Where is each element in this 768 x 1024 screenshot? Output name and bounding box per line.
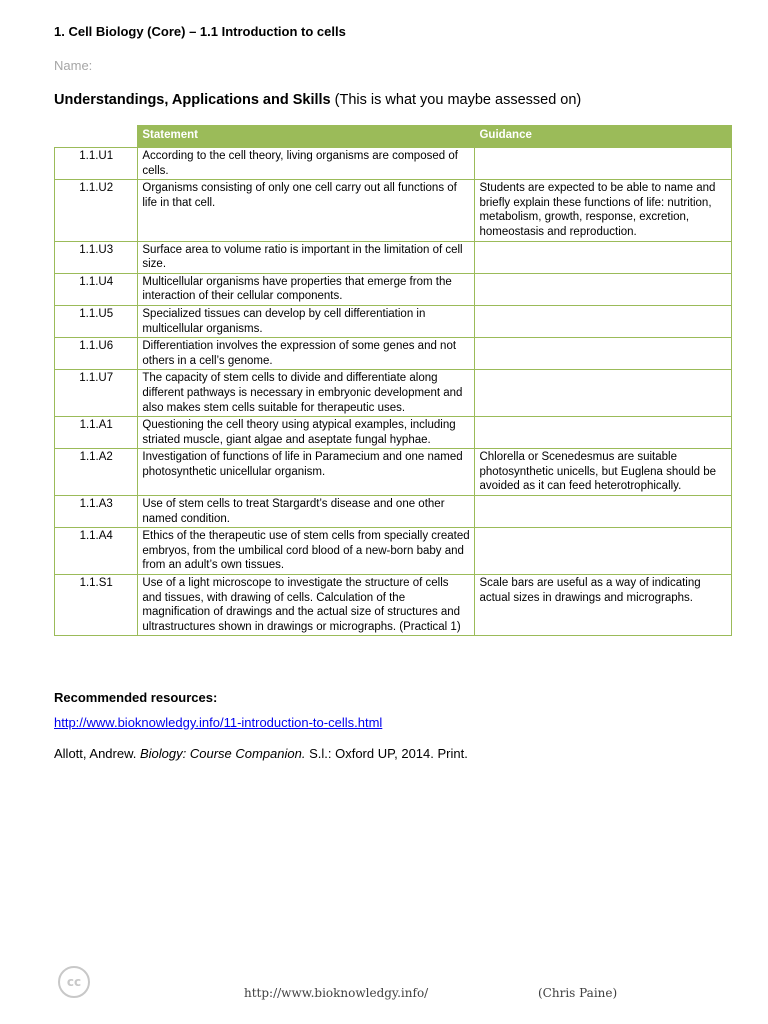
cell-statement: Use of a light microscope to investigate the structure of cells and tissues, with drawing of cells. Calculation of the magnification of drawings and the actual size of structures and ultrastructures shown in drawings or micrographs. (Practical 1) — [138, 575, 475, 636]
cell-guidance: Scale bars are useful as a way of indicating actual sizes in drawings and micrographs. — [475, 575, 732, 636]
cell-guidance — [475, 338, 732, 370]
table-row — [55, 148, 732, 180]
table-header-row — [55, 126, 732, 148]
cell-statement: According to the cell theory, living organisms are composed of cells. — [138, 148, 475, 180]
citation — [54, 746, 468, 761]
cell-statement: Organisms consisting of only one cell carry out all functions of life in that cell. — [138, 180, 475, 241]
table-row — [55, 241, 732, 273]
cell-code: 1.1.A4 — [55, 528, 138, 575]
table-row — [55, 273, 732, 305]
cell-guidance — [475, 370, 732, 417]
header-statement: Statement — [138, 126, 475, 148]
cell-code: 1.1.U6 — [55, 338, 138, 370]
cell-guidance — [475, 148, 732, 180]
cell-guidance — [475, 273, 732, 305]
table-row — [55, 180, 732, 241]
cell-code: 1.1.A2 — [55, 449, 138, 496]
cell-code: 1.1.U2 — [55, 180, 138, 241]
cell-statement: The capacity of stem cells to divide and differentiate along different pathways is necessary in embryonic development and also makes stem cells suitable for therapeutic uses. — [138, 370, 475, 417]
cell-code: 1.1.U4 — [55, 273, 138, 305]
creative-commons-icon: cc — [58, 966, 90, 998]
cell-code: 1.1.U1 — [55, 148, 138, 180]
cell-guidance — [475, 417, 732, 449]
table-row — [55, 370, 732, 417]
header-guidance: Guidance — [475, 126, 732, 148]
resource-link[interactable]: http://www.bioknowledgy.info/11-introduction-to-cells.html — [54, 715, 383, 730]
cell-statement: Ethics of the therapeutic use of stem cells from specially created embryos, from the umbilical cord blood of a new-born baby and from an adult’s own tissues. — [138, 528, 475, 575]
table-row — [55, 449, 732, 496]
cell-guidance — [475, 528, 732, 575]
cell-code: 1.1.U5 — [55, 305, 138, 337]
table-row — [55, 575, 732, 636]
citation-publisher: S.l.: Oxford UP, 2014. Print. — [305, 746, 468, 761]
citation-author: Allott, Andrew. — [54, 746, 140, 761]
section-heading — [54, 92, 581, 108]
cell-statement: Multicellular organisms have properties that emerge from the interaction of their cellular components. — [138, 273, 475, 305]
name-label: Name: — [54, 58, 93, 73]
table-body — [55, 148, 732, 636]
cell-code: 1.1.A1 — [55, 417, 138, 449]
cell-statement: Differentiation involves the expression of some genes and not others in a cell’s genome. — [138, 338, 475, 370]
footer-url: http://www.bioknowledgy.info/ — [244, 986, 429, 1000]
cell-statement: Specialized tissues can develop by cell differentiation in multicellular organisms. — [138, 305, 475, 337]
cell-code: 1.1.U3 — [55, 241, 138, 273]
section-heading-bold: Understandings, Applications and Skills — [54, 92, 331, 108]
cell-guidance — [475, 496, 732, 528]
table-row — [55, 417, 732, 449]
cell-statement: Use of stem cells to treat Stargardt’s disease and one other named condition. — [138, 496, 475, 528]
cell-guidance: Students are expected to be able to name and briefly explain these functions of life: nutrition, metabolism, growth, response, excretion, homeostasis and reproduction. — [475, 180, 732, 241]
footer-author: (Chris Paine) — [538, 986, 618, 1000]
skills-table — [54, 125, 732, 636]
cell-statement: Investigation of functions of life in Paramecium and one named photosynthetic unicellular organism. — [138, 449, 475, 496]
cell-guidance — [475, 305, 732, 337]
cell-guidance: Chlorella or Scenedesmus are suitable photosynthetic unicells, but Euglena should be avoided as it can feed heterotrophically. — [475, 449, 732, 496]
cell-code: 1.1.U7 — [55, 370, 138, 417]
table-row — [55, 496, 732, 528]
cell-code: 1.1.S1 — [55, 575, 138, 636]
section-heading-note: (This is what you maybe assessed on) — [330, 92, 582, 108]
cell-statement: Surface area to volume ratio is important in the limitation of cell size. — [138, 241, 475, 273]
page-title: 1. Cell Biology (Core) – 1.1 Introduction to cells — [54, 24, 346, 39]
resources-heading: Recommended resources: — [54, 690, 218, 705]
table-row — [55, 338, 732, 370]
cell-guidance — [475, 241, 732, 273]
header-code-cell — [55, 126, 138, 148]
citation-title: Biology: Course Companion. — [140, 746, 306, 761]
cell-statement: Questioning the cell theory using atypical examples, including striated muscle, giant algae and aseptate fungal hyphae. — [138, 417, 475, 449]
cell-code: 1.1.A3 — [55, 496, 138, 528]
table-row — [55, 305, 732, 337]
table-row — [55, 528, 732, 575]
